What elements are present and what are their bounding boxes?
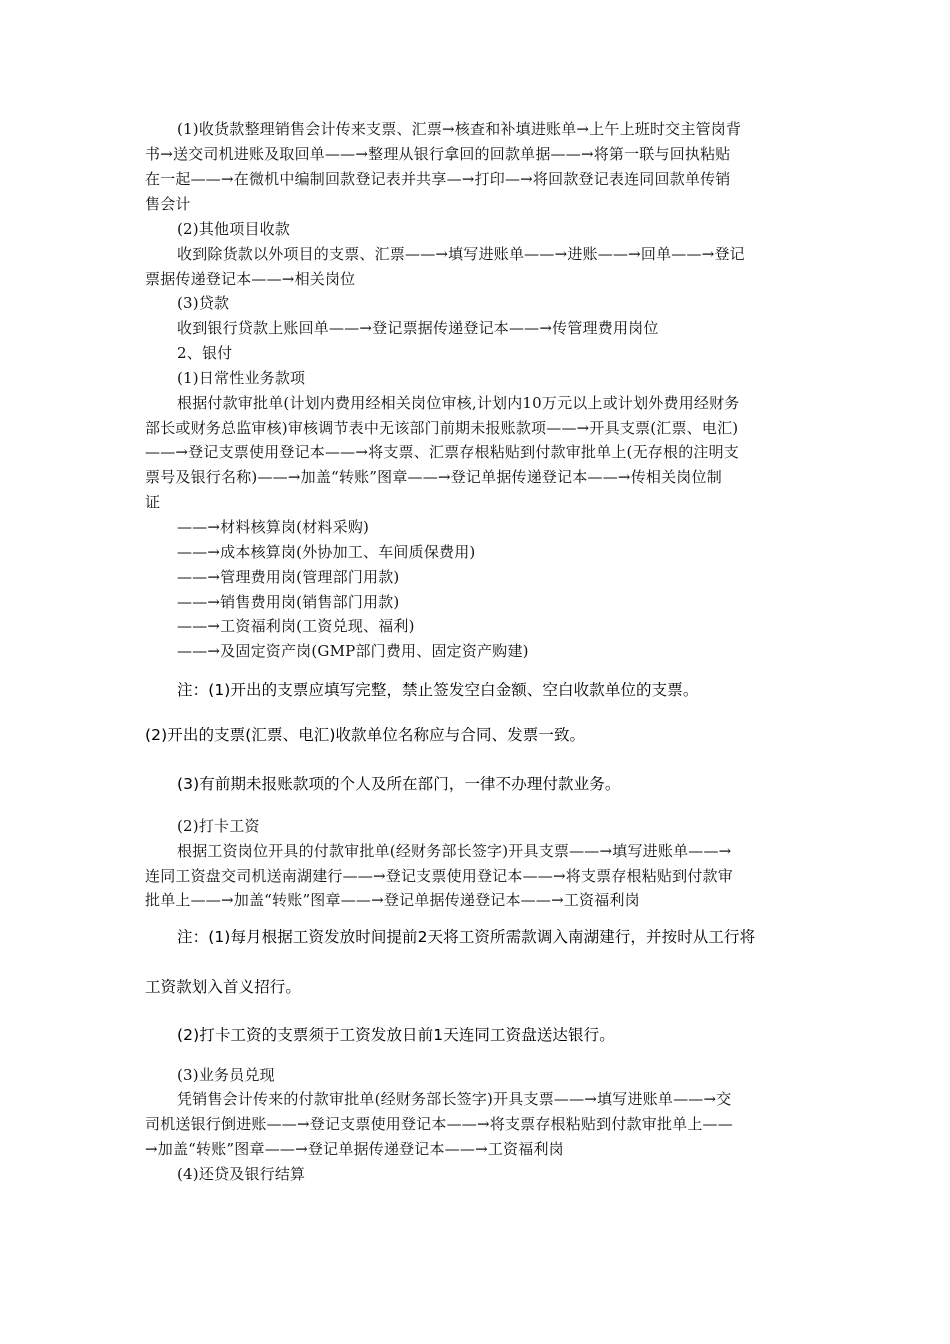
list-item: ——→及固定资产岗(GMP部门费用、固定资产购建) [177,642,529,660]
text-line: 售会计 [145,195,191,213]
text-line: 根据工资岗位开具的付款审批单(经财务部长签字)开具支票——→填写进账单——→ [177,842,732,860]
list-item: ——→工资福利岗(工资兑现、福利) [177,617,415,635]
list-item: ——→材料核算岗(材料采购) [177,518,370,536]
text-line: 连同工资盘交司机送南湖建行——→登记支票使用登记本——→将支票存根粘贴到付款审 [145,867,733,885]
list-item: ——→销售费用岗(销售部门用款) [177,593,400,611]
text-line: 凭销售会计传来的付款审批单(经财务部长签字)开具支票——→填写进账单——→交 [177,1090,732,1108]
text-line: 收到除货款以外项目的支票、汇票——→填写进账单——→进账——→回单——→登记 [177,245,745,263]
text-line: 司机送银行倒进账——→登记支票使用登记本——→将支票存根粘贴到付款审批单上—— [145,1115,733,1133]
section-heading: (2)其他项目收款 [177,220,291,238]
text-line: 批单上——→加盖“转账”图章——→登记单据传递登记本——→工资福利岗 [145,891,640,909]
section-heading: 2、银付 [177,344,233,362]
text-line: 证 [145,493,161,511]
note-line: (3)有前期未报账款项的个人及所在部门，一律不办理付款业务。 [177,775,621,793]
text-line: 书→送交司机进账及取回单——→整理从银行拿回的回款单据——→将第一联与回执粘贴 [145,145,731,163]
text-line: (1)收货款整理销售会计传来支票、汇票→核查和补填进账单→上午上班时交主管岗背 [177,120,742,138]
note-line: 注：(1)每月根据工资发放时间提前2天将工资所需款调入南湖建行，并按时从工行将 [177,928,756,946]
note-line: (2)打卡工资的支票须于工资发放日前1天连同工资盘送达银行。 [177,1026,615,1044]
section-heading: (3)业务员兑现 [177,1066,275,1084]
section-heading: (3)贷款 [177,294,230,312]
text-line: 票号及银行名称)——→加盖“转账”图章——→登记单据传递登记本——→传相关岗位制 [145,468,722,486]
text-line: ——→登记支票使用登记本——→将支票、汇票存根粘贴到付款审批单上(无存根的注明支 [145,443,739,461]
text-line: 部长或财务总监审核)审核调节表中无该部门前期未报账款项——→开具支票(汇票、电汇) [145,419,739,437]
section-heading: (4)还贷及银行结算 [177,1165,306,1183]
text-line: 在一起——→在微机中编制回款登记表并共享—→打印—→将回款登记表连同回款单传销 [145,170,731,188]
text-line: 根据付款审批单(计划内费用经相关岗位审核,计划内10万元以上或计划外费用经财务 [177,394,740,412]
section-heading: (2)打卡工资 [177,817,260,835]
list-item: ——→管理费用岗(管理部门用款) [177,568,400,586]
note-line: 工资款划入首义招行。 [145,978,302,996]
section-heading: (1)日常性业务款项 [177,369,306,387]
text-line: 收到银行贷款上账回单——→登记票据传递登记本——→传管理费用岗位 [177,319,659,337]
text-line: 票据传递登记本——→相关岗位 [145,270,356,288]
note-line: (2)开出的支票(汇票、电汇)收款单位名称应与合同、发票一致。 [145,726,586,744]
list-item: ——→成本核算岗(外协加工、车间质保费用) [177,543,476,561]
text-line: →加盖“转账”图章——→登记单据传递登记本——→工资福利岗 [145,1140,564,1158]
note-line: 注：(1)开出的支票应填写完整，禁止签发空白金额、空白收款单位的支票。 [177,681,699,699]
